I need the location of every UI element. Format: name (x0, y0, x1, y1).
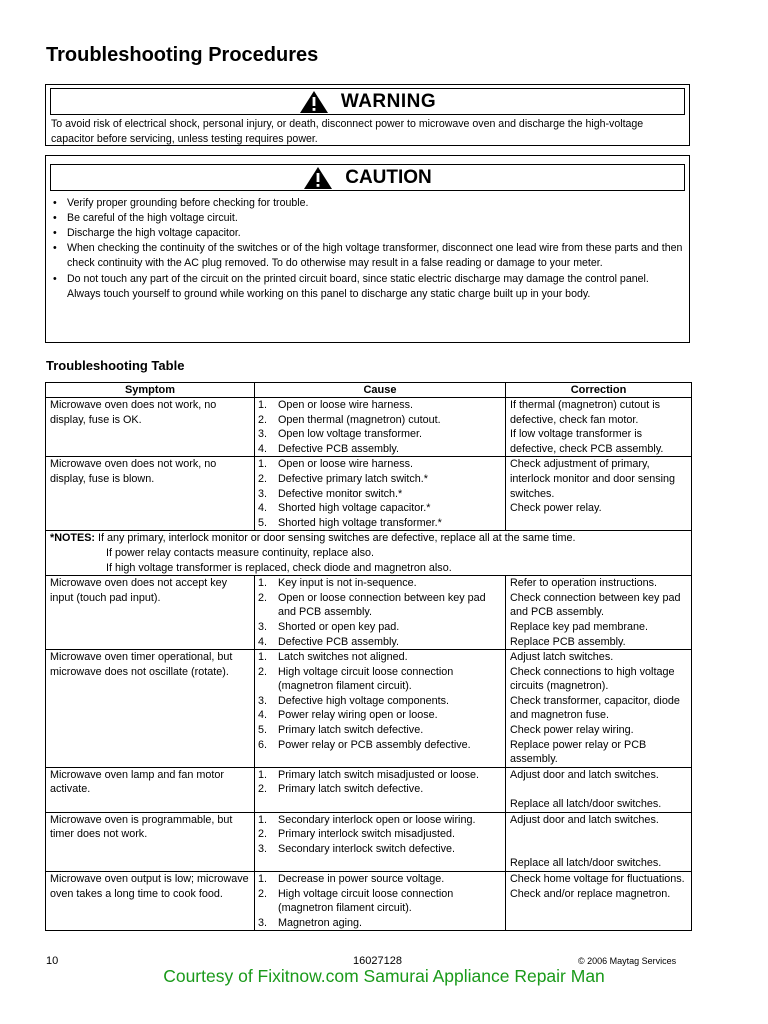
cause-text: Open or loose connection between key pad and PCB assembly. (278, 591, 486, 619)
correction-text (510, 842, 688, 857)
correction-text: Adjust door and latch switches. (510, 813, 659, 826)
cause-list (255, 457, 503, 530)
cause-text: Secondary interlock switch defective. (278, 842, 456, 855)
correction-text: If low voltage transformer is defective, check PCB assembly. (510, 428, 664, 455)
correction-text: If thermal (magnetron) cutout is defective, check fan motor. (510, 399, 661, 426)
caution-item: • Verify proper grounding before checking for trouble. (51, 196, 683, 211)
cause-item: 4. Defective PCB assembly. (258, 442, 400, 455)
cause-text: Primary latch switch defective. (278, 783, 424, 796)
cause-item: 6. Power relay or PCB assembly defective. (258, 738, 471, 751)
cause-item: 3. Secondary interlock switch defective. (258, 842, 456, 855)
table-header-row (46, 383, 692, 398)
column-header: Cause (255, 383, 506, 398)
cause-cell (255, 767, 506, 812)
cause-item: 5. Primary latch switch defective. (258, 724, 424, 737)
notes-row (46, 531, 692, 576)
document-number: 16027128 (353, 955, 402, 967)
notes-line: If power relay contacts measure continuity, replace also. (106, 546, 375, 559)
cause-item: 4. Defective PCB assembly. (258, 635, 400, 648)
cause-list (255, 813, 503, 857)
notes-line: If any primary, interlock monitor or door sensing switches are defective, replace all at the same time. (98, 532, 576, 545)
table-row (46, 650, 692, 768)
cause-text: Open low voltage transformer. (278, 428, 423, 441)
troubleshooting-table (45, 382, 692, 931)
column-header: Symptom (46, 383, 255, 398)
column-header: Correction (506, 383, 692, 398)
cause-text: Power relay wiring open or loose. (278, 709, 438, 722)
caution-label: CAUTION (345, 166, 432, 188)
notes-line: If high voltage transformer is replaced, check diode and magnetron also. (106, 561, 452, 574)
correction-cell (506, 767, 692, 812)
notes-cell (46, 531, 692, 576)
page-title: Troubleshooting Procedures (46, 44, 319, 66)
correction-text: Check and/or replace magnetron. (510, 887, 671, 900)
caution-item: • Do not touch any part of the circuit on the printed circuit board, since static electric discharge may damage the control panel. Always touch yourself to ground while working on this panel to discharge any static charge built up in your body. (51, 272, 683, 302)
copyright: © 2006 Maytag Services (578, 956, 677, 966)
cause-cell (255, 650, 506, 768)
symptom-cell: Microwave oven lamp and fan motor activate. (46, 767, 255, 812)
correction-cell (506, 650, 692, 768)
table-row (46, 767, 692, 812)
cause-list (255, 768, 503, 797)
table-row (46, 812, 692, 871)
cause-item: 2. Primary latch switch defective. (258, 783, 424, 796)
correction-text: Check power relay wiring. (510, 724, 634, 737)
correction-text (510, 827, 688, 842)
correction-text: Check connection between key pad and PCB assembly. (510, 591, 681, 619)
cause-item: 2. Open or loose connection between key pad and PCB assembly. (258, 591, 486, 619)
correction-text: Check power relay. (510, 502, 602, 515)
cause-cell (255, 812, 506, 871)
cause-cell (255, 576, 506, 650)
correction-text: Check home voltage for fluctuations. (510, 873, 685, 885)
cause-text: Defective PCB assembly. (278, 442, 400, 455)
warning-text: To avoid risk of electrical shock, personal injury, or death, disconnect power to microwave oven and discharge the high-voltage capacitor before servicing, unless testing requires power. (51, 118, 644, 145)
correction-text: Refer to operation instructions. (510, 577, 658, 590)
cause-text: Shorted high voltage capacitor.* (278, 502, 431, 515)
notes-label: *NOTES: (50, 532, 95, 545)
table-heading: Troubleshooting Table (46, 358, 185, 373)
cause-item: 1. Key input is not in-sequence. (258, 577, 417, 590)
warning-banner (50, 88, 685, 115)
table-row (46, 576, 692, 650)
caution-body (46, 191, 689, 306)
caution-list (51, 196, 683, 302)
cause-text: Decrease in power source voltage. (278, 873, 445, 885)
cause-item: 2. High voltage circuit loose connection (magnetron filament circuit). (258, 665, 454, 693)
correction-text: Adjust latch switches. (510, 651, 614, 664)
cause-cell (255, 398, 506, 457)
symptom-cell: Microwave oven is programmable, but timer does not work. (46, 812, 255, 871)
cause-cell (255, 457, 506, 531)
cause-item: 3. Defective high voltage components. (258, 694, 450, 707)
cause-text: High voltage circuit loose connection (magnetron filament circuit). (278, 665, 454, 693)
caution-box (45, 155, 690, 343)
cause-text: Shorted high voltage transformer.* (278, 516, 442, 529)
page-number: 10 (46, 955, 59, 967)
symptom-cell: Microwave oven output is low; microwave oven takes a long time to cook food. (46, 872, 255, 931)
cause-item: 2. Defective primary latch switch.* (258, 472, 429, 485)
cause-list (255, 398, 503, 456)
cause-item: 5. Shorted high voltage transformer.* (258, 516, 442, 529)
correction-text: Check transformer, capacitor, diode and magnetron fuse. (510, 694, 680, 722)
correction-cell (506, 576, 692, 650)
cause-text: Open thermal (magnetron) cutout. (278, 413, 441, 426)
cause-text: Primary interlock switch misadjusted. (278, 828, 455, 841)
cause-item: 1. Primary latch switch misadjusted or loose. (258, 768, 480, 781)
cause-text: Open or loose wire harness. (278, 399, 414, 411)
cause-text: Defective PCB assembly. (278, 635, 400, 648)
table-row (46, 398, 692, 457)
cause-cell (255, 872, 506, 931)
warning-triangle-icon (303, 166, 333, 190)
correction-text: Check connections to high voltage circuits (magnetron). (510, 665, 675, 693)
cause-item: 1. Open or loose wire harness. (258, 458, 414, 471)
correction-text: Check adjustment of primary, interlock monitor and door sensing switches. (510, 458, 676, 500)
symptom-cell: Microwave oven does not work, no display, fuse is blown. (46, 457, 255, 531)
cause-list (255, 872, 503, 930)
cause-text: Defective monitor switch.* (278, 487, 403, 500)
table-row (46, 872, 692, 931)
warning-box (45, 84, 690, 146)
symptom-cell: Microwave oven does not work, no display, fuse is OK. (46, 398, 255, 457)
cause-list (255, 650, 503, 752)
warning-label: WARNING (340, 90, 437, 112)
caution-item: • Be careful of the high voltage circuit. (51, 211, 683, 226)
correction-text: Replace all latch/door switches. (510, 798, 662, 811)
cause-item: 3. Defective monitor switch.* (258, 487, 403, 500)
warning-triangle-icon (299, 90, 329, 114)
cause-item: 2. High voltage circuit loose connection (magnetron filament circuit). (258, 887, 454, 915)
cause-text: Secondary interlock open or loose wiring. (278, 813, 476, 826)
correction-text: Adjust door and latch switches. (510, 768, 659, 781)
cause-item: 3. Open low voltage transformer. (258, 428, 423, 441)
cause-text: Primary latch switch misadjusted or loose. (278, 768, 480, 781)
caution-banner (50, 164, 685, 191)
correction-text (510, 782, 688, 797)
cause-text: Shorted or open key pad. (278, 620, 400, 633)
correction-cell (506, 812, 692, 871)
cause-text: Magnetron aging. (278, 916, 363, 929)
cause-item: 1. Decrease in power source voltage. (258, 873, 445, 885)
cause-text: Defective high voltage components. (278, 694, 450, 707)
correction-text: Replace all latch/door switches. (510, 857, 662, 870)
cause-item: 1. Secondary interlock open or loose wiring. (258, 813, 476, 826)
caution-item: • When checking the continuity of the switches or of the high voltage transformer, disconnect one lead wire from these parts and then check continuity with the AC plug removed. To do otherwise may result in a false reading or damage to your meter. (51, 241, 683, 271)
cause-text: Defective primary latch switch.* (278, 472, 429, 485)
cause-text: Latch switches not aligned. (278, 651, 408, 664)
cause-item: 2. Primary interlock switch misadjusted. (258, 828, 455, 841)
caution-item: • Discharge the high voltage capacitor. (51, 226, 683, 241)
correction-cell (506, 872, 692, 931)
correction-cell (506, 457, 692, 531)
cause-text: Open or loose wire harness. (278, 458, 414, 471)
cause-item: 2. Open thermal (magnetron) cutout. (258, 413, 441, 426)
cause-item: 3. Magnetron aging. (258, 916, 363, 929)
cause-item: 4. Power relay wiring open or loose. (258, 709, 438, 722)
cause-item: 4. Shorted high voltage capacitor.* (258, 502, 431, 515)
correction-text: Replace key pad membrane. (510, 620, 649, 633)
cause-item: 3. Shorted or open key pad. (258, 620, 400, 633)
correction-text: Replace PCB assembly. (510, 635, 626, 648)
cause-text: Key input is not in-sequence. (278, 577, 417, 590)
symptom-cell: Microwave oven timer operational, but microwave does not oscillate (rotate). (46, 650, 255, 768)
cause-list (255, 576, 503, 649)
courtesy-banner: Courtesy of Fixitnow.com Samurai Appliance Repair Man (163, 966, 605, 986)
correction-text: Replace power relay or PCB assembly. (510, 738, 647, 766)
correction-cell (506, 398, 692, 457)
cause-text: Power relay or PCB assembly defective. (278, 738, 471, 751)
cause-text: High voltage circuit loose connection (magnetron filament circuit). (278, 887, 454, 915)
cause-item: 1. Latch switches not aligned. (258, 651, 408, 664)
cause-item: 1. Open or loose wire harness. (258, 399, 414, 411)
table-row (46, 457, 692, 531)
cause-text: Primary latch switch defective. (278, 724, 424, 737)
symptom-cell: Microwave oven does not accept key input (touch pad input). (46, 576, 255, 650)
